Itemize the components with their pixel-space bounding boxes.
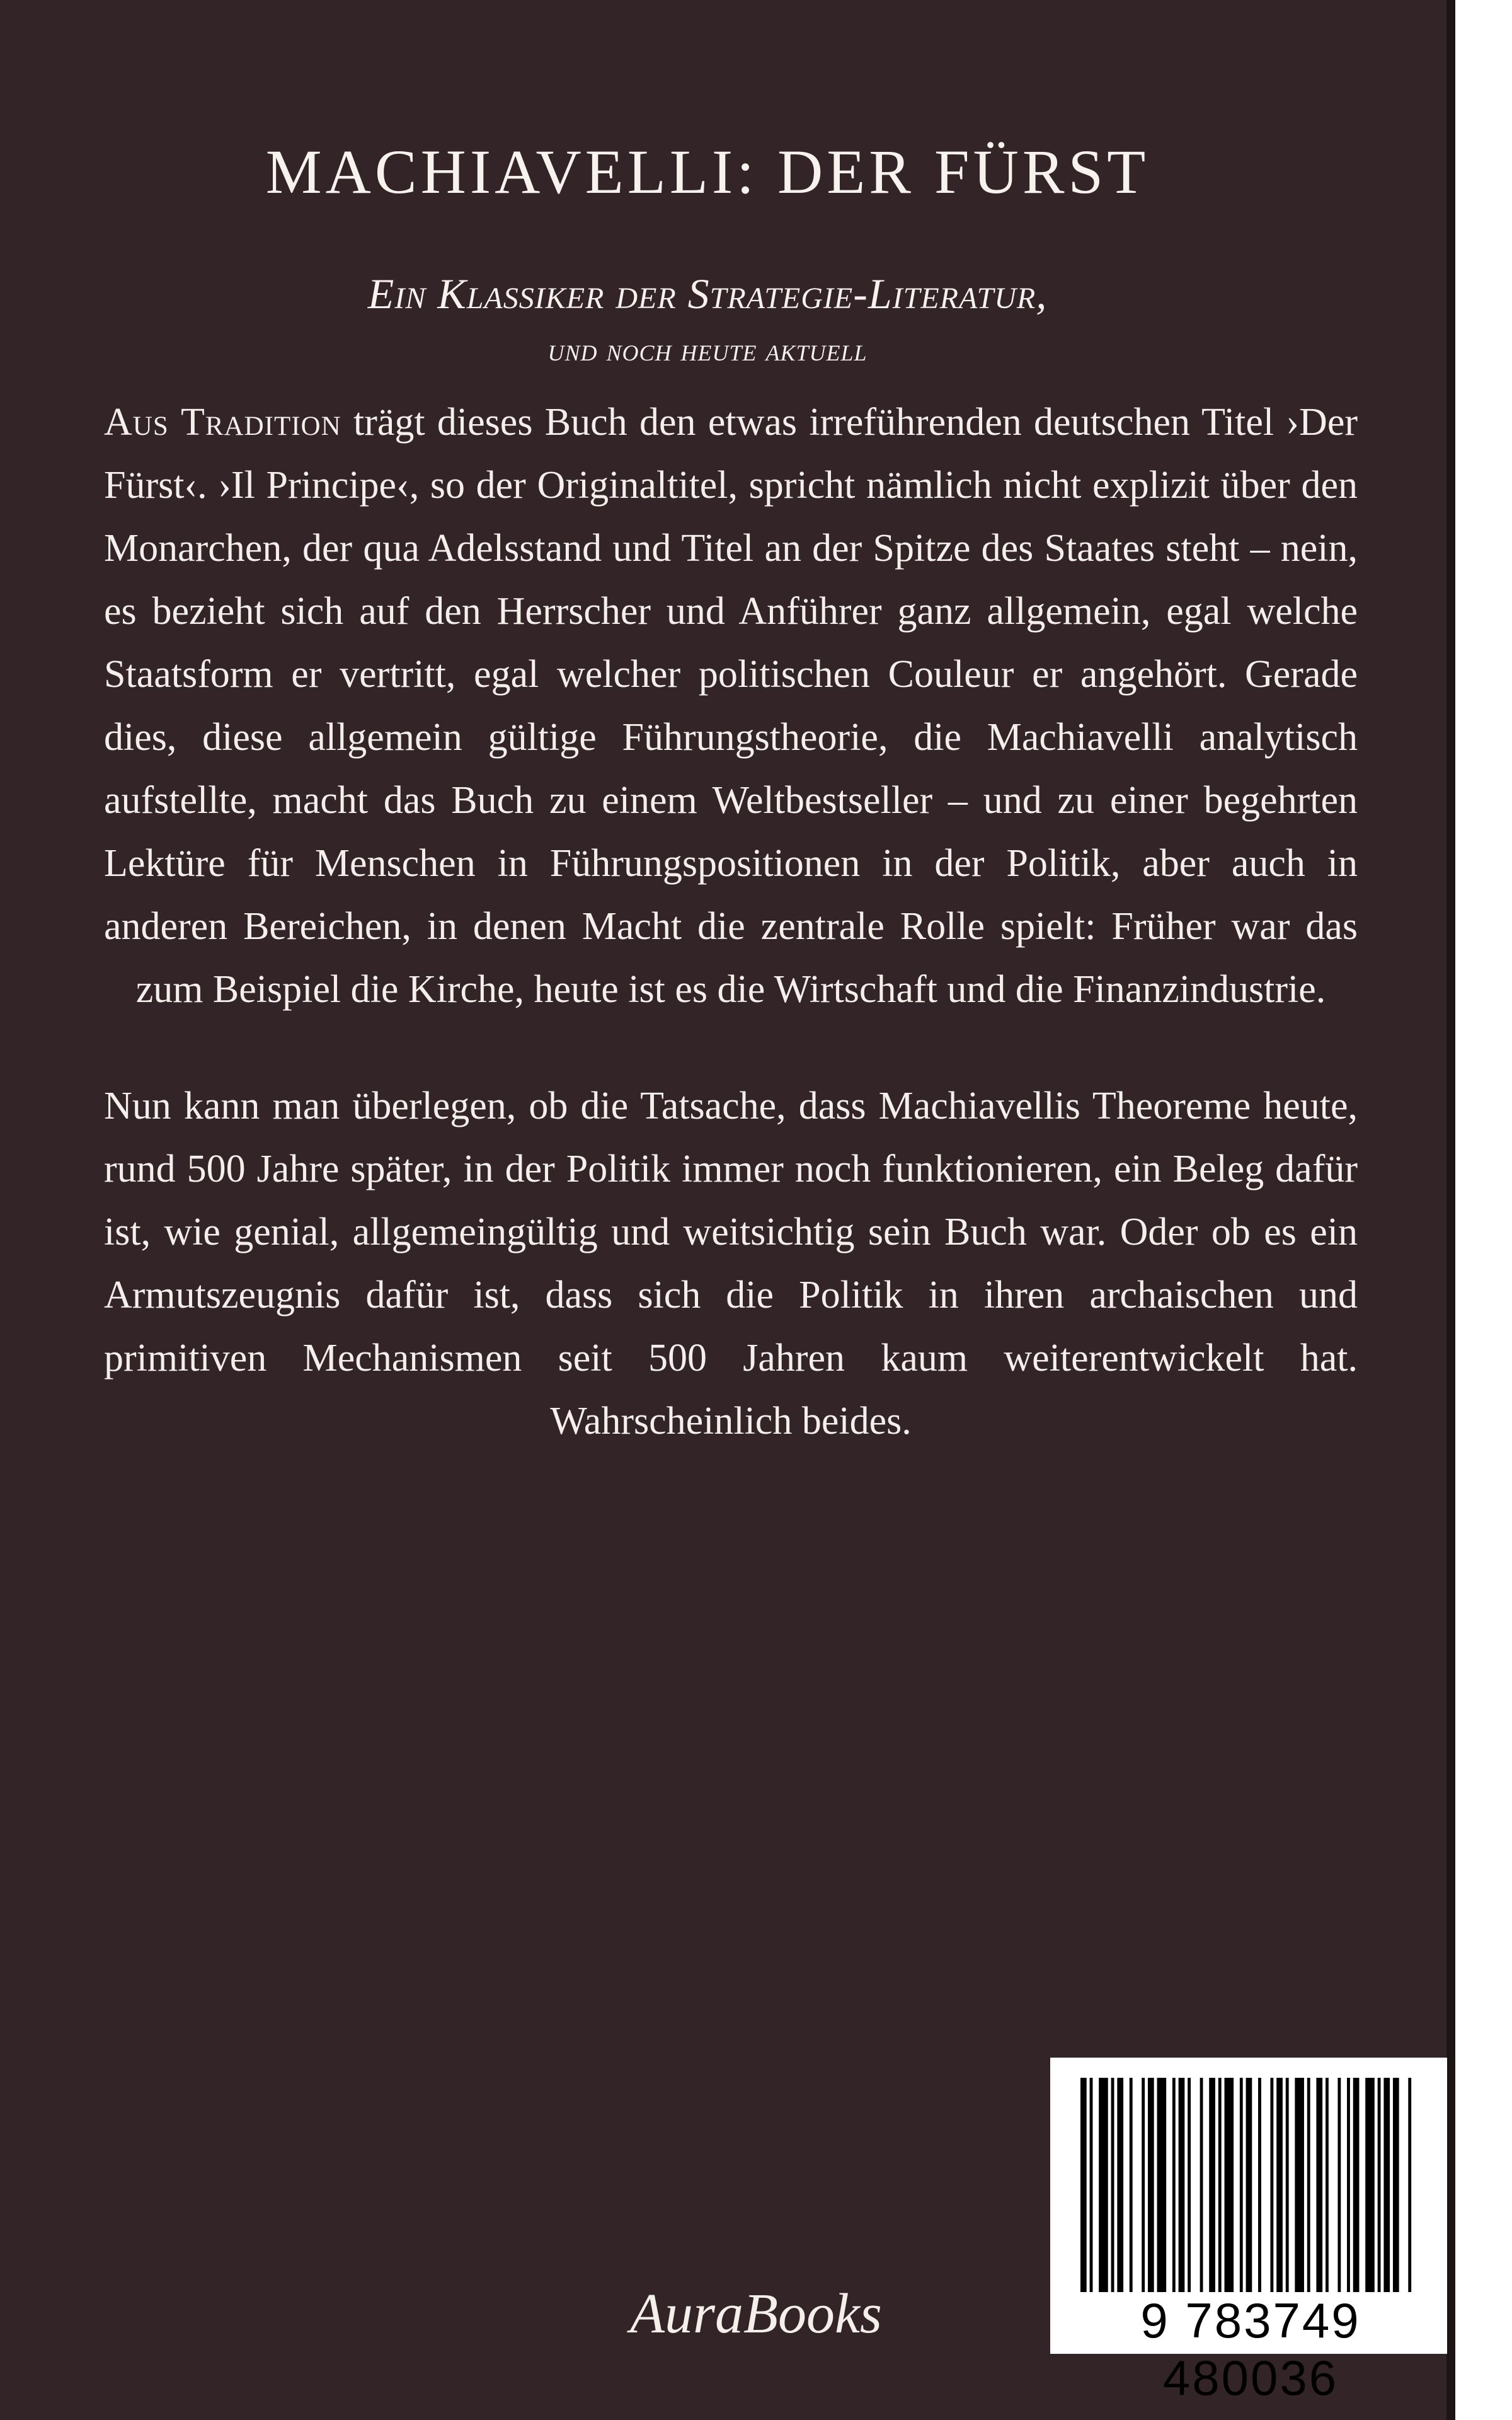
isbn-barcode bbox=[1050, 2058, 1447, 2406]
subtitle-line-1: Ein Klassiker der Strategie-Literatur, bbox=[367, 270, 1048, 318]
blurb-paragraph-1 bbox=[104, 391, 1358, 1021]
isbn-number: 9 783749 480036 bbox=[1140, 2293, 1361, 2406]
subtitle-line-2: und noch heute aktuell bbox=[547, 332, 868, 368]
spine-edge bbox=[1446, 0, 1455, 2420]
blurb-paragraph-1-text: trägt dieses Buch den etwas irreführenden deutschen Titel ›Der Fürst‹. ›Il Principe‹, so der Originaltitel, spricht nämlich nicht explizit über den Monarchen, der qua Adelsstand und Titel an der Spitze des Staates steht – nein, es bezieht sich auf den Herrscher und Anführer ganz allgemein, egal welche Staatsform er vertritt, egal welcher politischen Couleur er angehört. Gerade dies, diese allgemein gültige Führungstheorie, die Machiavelli analytisch aufstellte, macht das Buch zu einem Weltbestseller – und zu einer begehrten Lektüre für Menschen in Führungspositionen in der Politik, aber auch in anderen Bereichen, in denen Macht die zentrale Rolle spielt: Früher war das zum Beispiel die Kirche, heute ist es die Wirtschaft und die Finanzindustrie. bbox=[104, 401, 1358, 1011]
book-title: MACHIAVELLI: DER FÜRST bbox=[265, 137, 1150, 207]
blurb-lead-words: Aus Tradition bbox=[104, 401, 341, 444]
publisher-logo: AuraBooks bbox=[630, 2283, 882, 2345]
blurb-paragraph-2: Nun kann man überlegen, ob die Tatsache, dass Machiavellis Theoreme heute, rund 500 Jahre später, in der Politik immer noch funktionieren, ein Beleg dafür ist, wie genial, allgemeingültig und weitsichtig sein Buch war. Oder ob es ein Armutszeugnis dafür ist, dass sich die Politik in ihren archaischen und primitiven Mechanismen seit 500 Jahren kaum weiterentwickelt hat. Wahrscheinlich beides. bbox=[104, 1085, 1358, 1443]
barcode-bars bbox=[1080, 2078, 1414, 2292]
